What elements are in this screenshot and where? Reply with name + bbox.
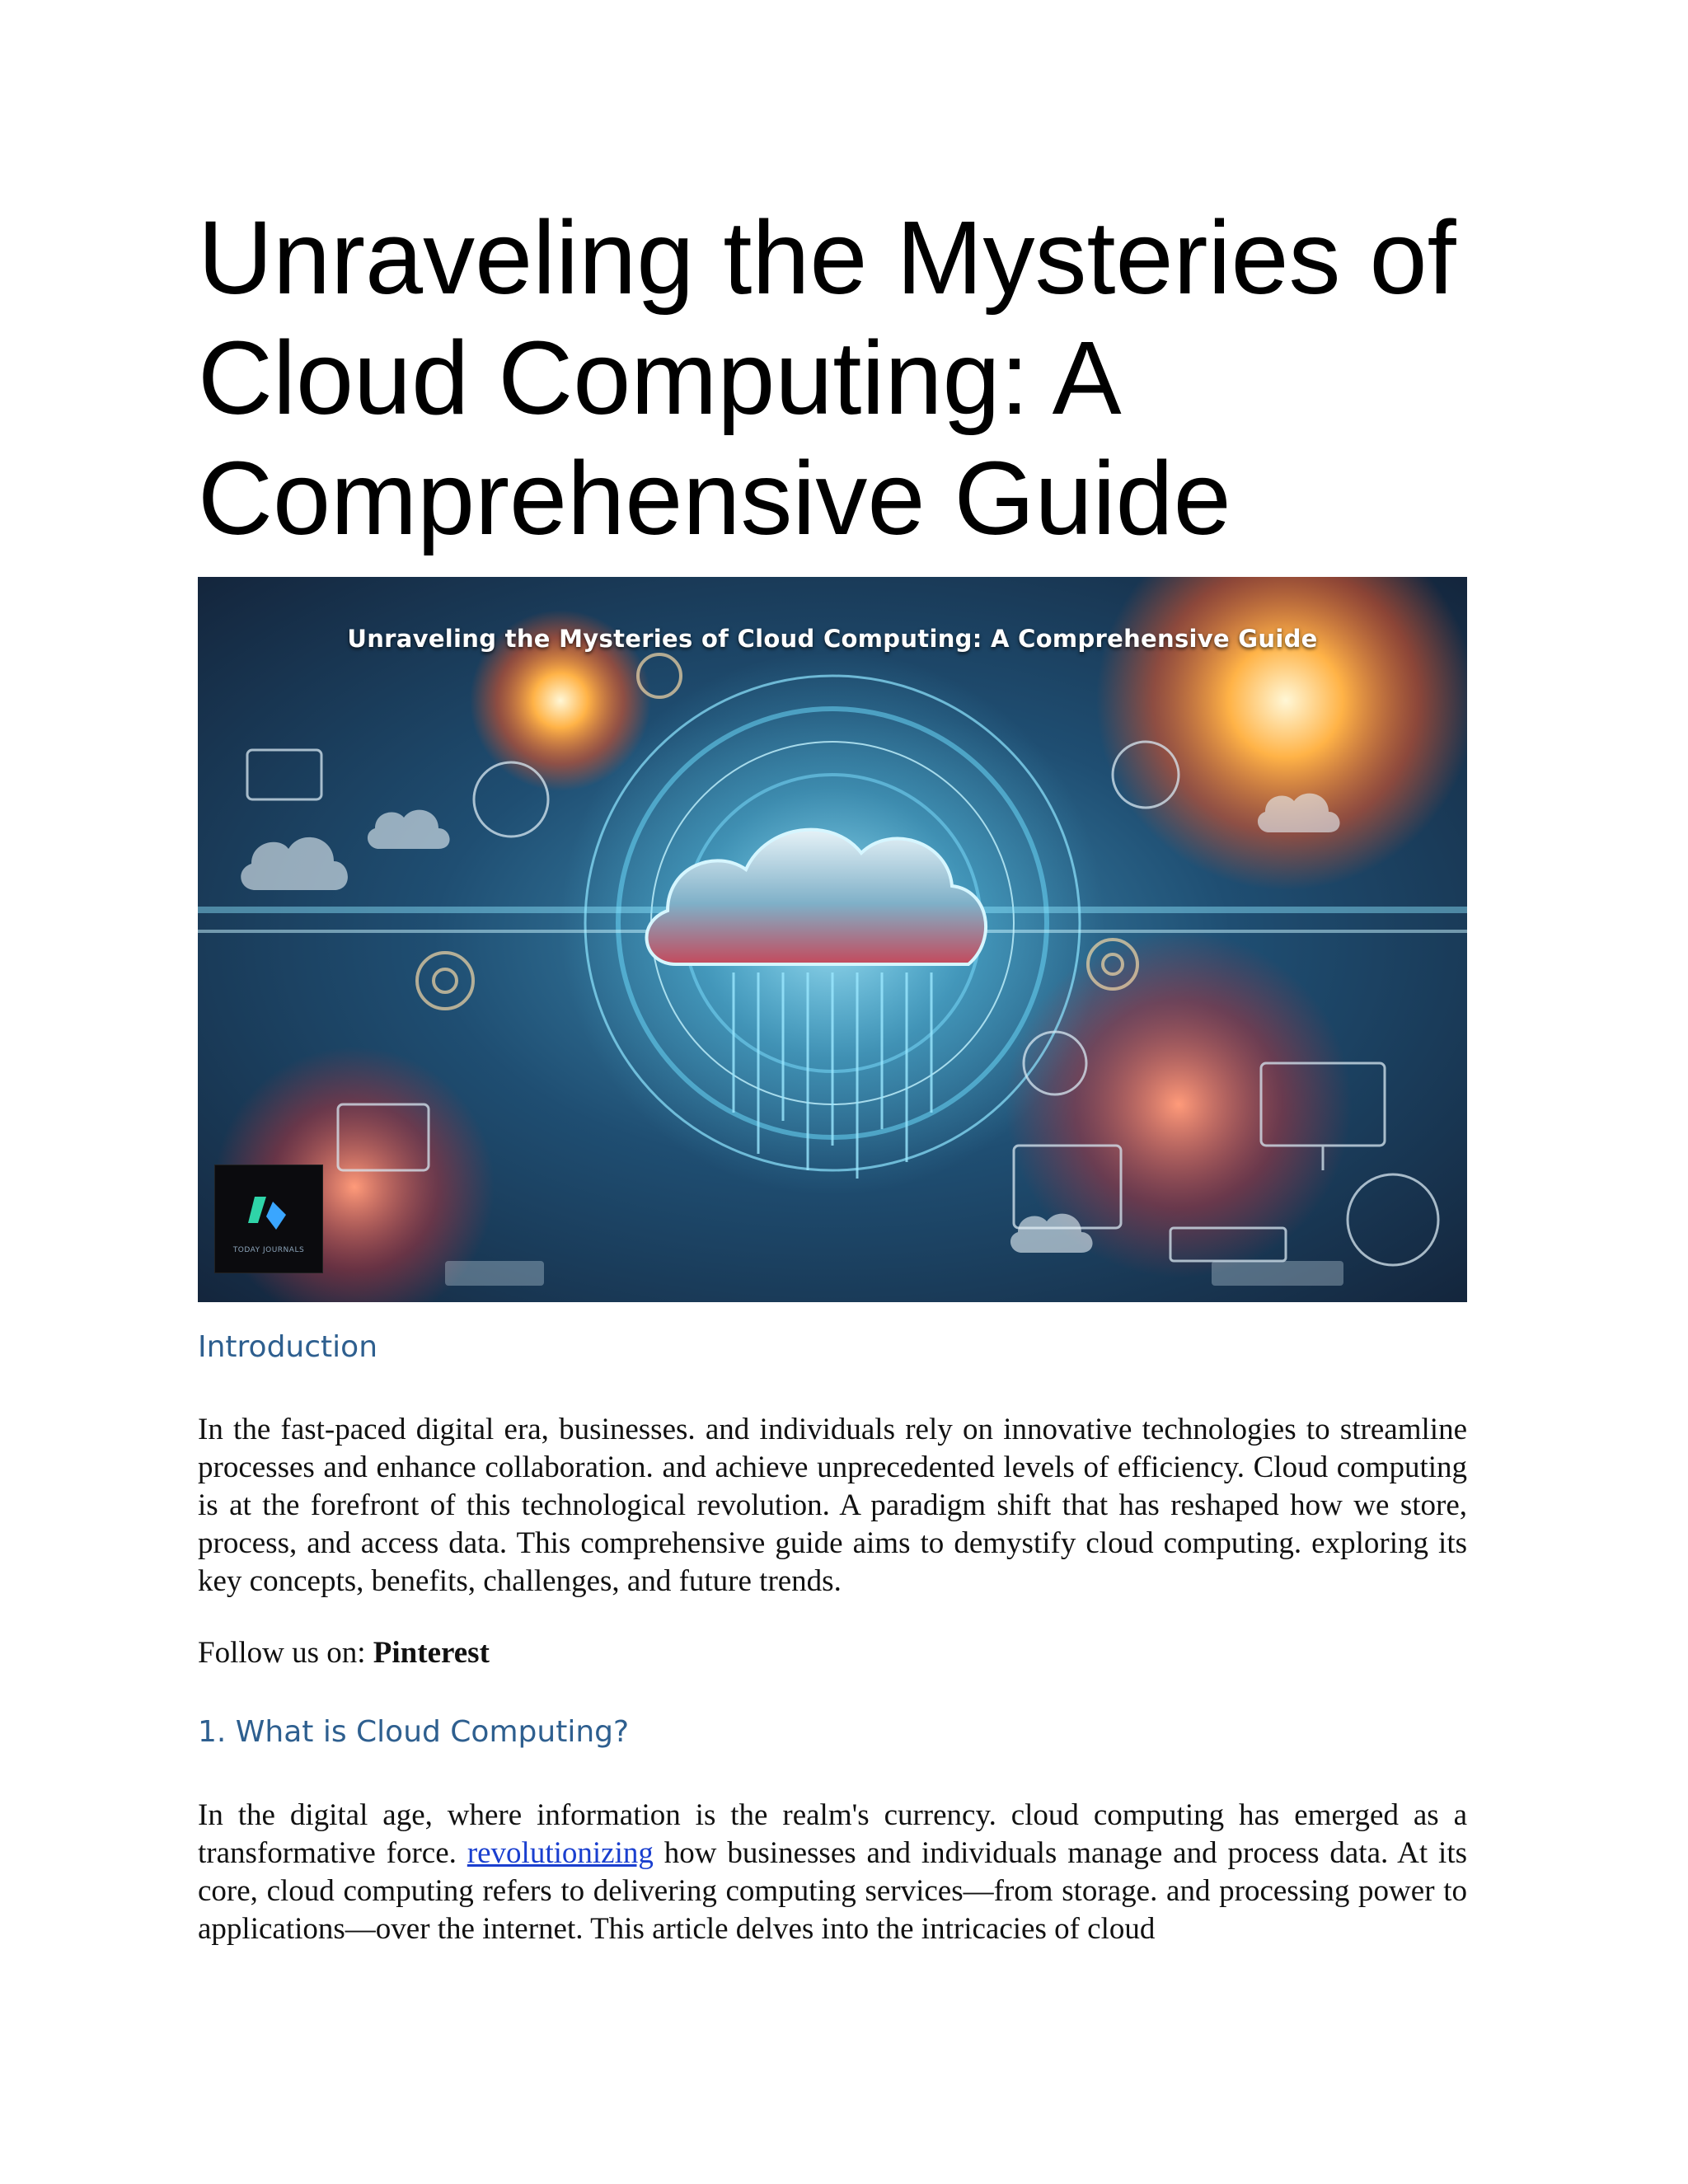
publisher-logo: [214, 1165, 323, 1273]
section1-heading: 1. What is Cloud Computing?: [198, 1715, 630, 1749]
logo-icon: [215, 1165, 322, 1272]
follow-line: [198, 1635, 490, 1671]
revolutionizing-link[interactable]: revolutionizing: [467, 1836, 654, 1870]
section1-text-after: how businesses and individuals manage and process data. At its core, cloud computing refers to delivering computing services—from storage. and processing power to applications—over the internet. This article delves into the intricacies of cloud: [198, 1836, 1467, 1946]
follow-label: Follow us on:: [198, 1636, 373, 1670]
section1-text-before: In the digital age, where information is the realm's currency. cloud computing has emerged as a transformative force.: [198, 1798, 1467, 1870]
logo-text: TODAY JOURNALS: [232, 1246, 305, 1254]
intro-heading: Introduction: [198, 1330, 378, 1364]
section1-paragraph: [198, 1797, 1467, 1948]
page-title: Unraveling the Mysteries of Cloud Computing: A Comprehensive Guide: [198, 199, 1456, 556]
hero-caption: Unraveling the Mysteries of Cloud Computing: A Comprehensive Guide: [347, 625, 1318, 653]
cloud-network-illustration-icon: [198, 577, 1467, 1302]
intro-paragraph: In the fast-paced digital era, businesses. and individuals rely on innovative technologies to streamline processes and enhance collaboration. and achieve unprecedented levels of efficiency. Cloud computing is at the forefront of this technological revolution. A paradigm shift that has reshaped how we store, process, and access data. This comprehensive guide aims to demystify cloud computing. exploring its key concepts, benefits, challenges, and future trends.: [198, 1413, 1467, 1598]
follow-platform-link[interactable]: Pinterest: [373, 1636, 490, 1670]
hero-image: [198, 577, 1467, 1302]
